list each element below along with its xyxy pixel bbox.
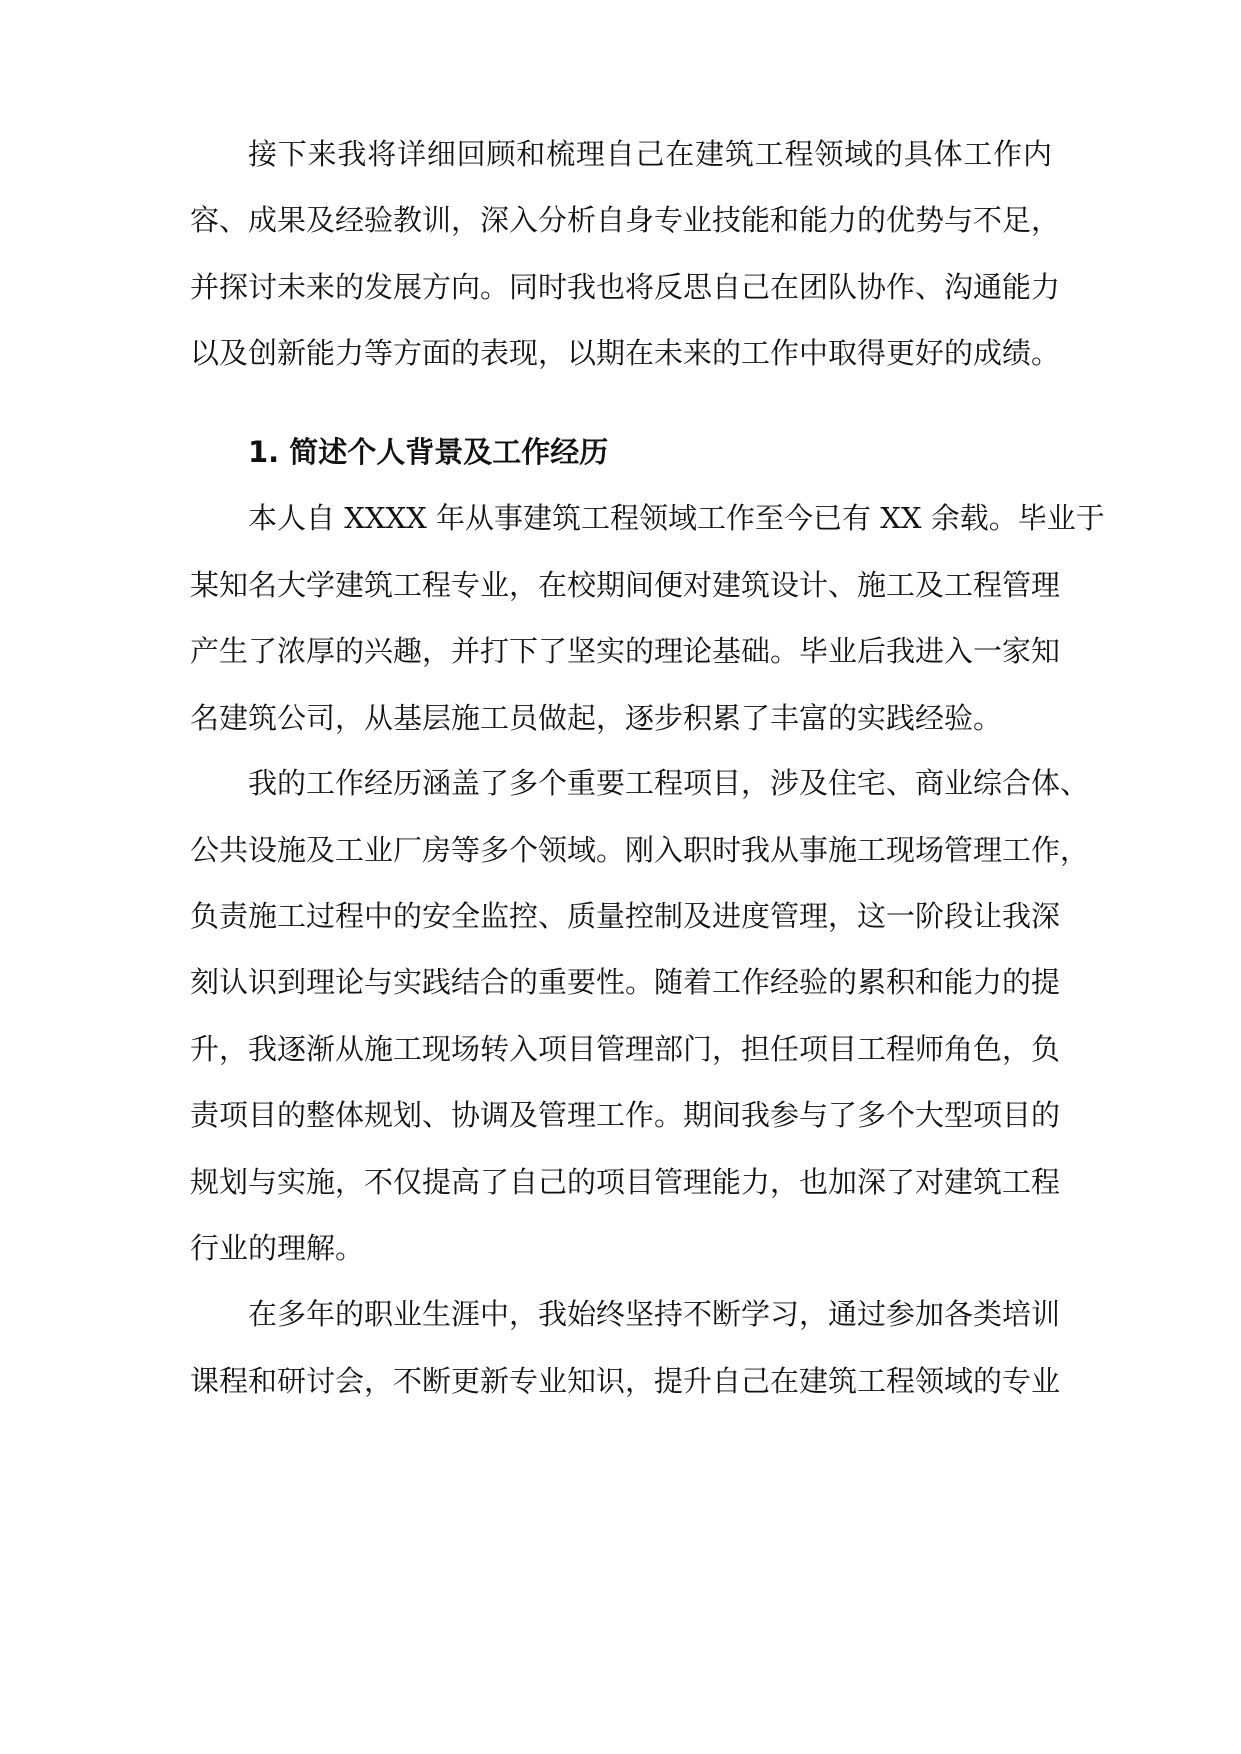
paragraph-2-line-2: 某知名大学建筑工程专业，在校期间便对建筑设计、施工及工程管理 — [190, 568, 1061, 602]
paragraph-3-line-5: 升，我逐渐从施工现场转入项目管理部门，担任项目工程师角色，负 — [190, 1032, 1061, 1066]
paragraph-3-line-6: 责项目的整体规划、协调及管理工作。期间我参与了多个大型项目的 — [190, 1098, 1061, 1132]
paragraph-3-line-2: 公共设施及工业厂房等多个领域。刚入职时我从事施工现场管理工作， — [190, 833, 1090, 867]
paragraph-3-line-3: 负责施工过程中的安全监控、质量控制及进度管理，这一阶段让我深 — [190, 899, 1061, 933]
paragraph-4-line-2: 课程和研讨会，不断更新专业知识，提升自己在建筑工程领域的专业 — [190, 1364, 1061, 1398]
paragraph-3-line-7: 规划与实施，不仅提高了自己的项目管理能力，也加深了对建筑工程 — [190, 1165, 1061, 1199]
section-heading: 1. 简述个人背景及工作经历 — [248, 435, 609, 469]
paragraph-1-line-3: 并探讨未来的发展方向。同时我也将反思自己在团队协作、沟通能力 — [190, 270, 1061, 304]
paragraph-4-line-1: 在多年的职业生涯中，我始终坚持不断学习，通过参加各类培训 — [248, 1297, 1061, 1331]
paragraph-3-line-1: 我的工作经历涵盖了多个重要工程项目，涉及住宅、商业综合体、 — [248, 766, 1090, 800]
paragraph-1-line-2: 容、成果及经验教训，深入分析自身专业技能和能力的优势与不足， — [190, 203, 1061, 237]
paragraph-1-line-4: 以及创新能力等方面的表现，以期在未来的工作中取得更好的成绩。 — [190, 336, 1061, 370]
paragraph-2-line-1: 本人自 XXXX 年从事建筑工程领域工作至今已有 XX 余载。毕业于 — [248, 501, 1105, 535]
paragraph-2-line-4: 名建筑公司，从基层施工员做起，逐步积累了丰富的实践经验。 — [190, 701, 1003, 735]
paragraph-3-line-4: 刻认识到理论与实践结合的重要性。随着工作经验的累积和能力的提 — [190, 965, 1061, 999]
paragraph-2-line-3: 产生了浓厚的兴趣，并打下了坚实的理论基础。毕业后我进入一家知 — [190, 634, 1061, 668]
paragraph-3-line-8: 行业的理解。 — [190, 1231, 365, 1265]
paragraph-1-line-1: 接下来我将详细回顾和梳理自己在建筑工程领域的具体工作内 — [248, 137, 1052, 171]
